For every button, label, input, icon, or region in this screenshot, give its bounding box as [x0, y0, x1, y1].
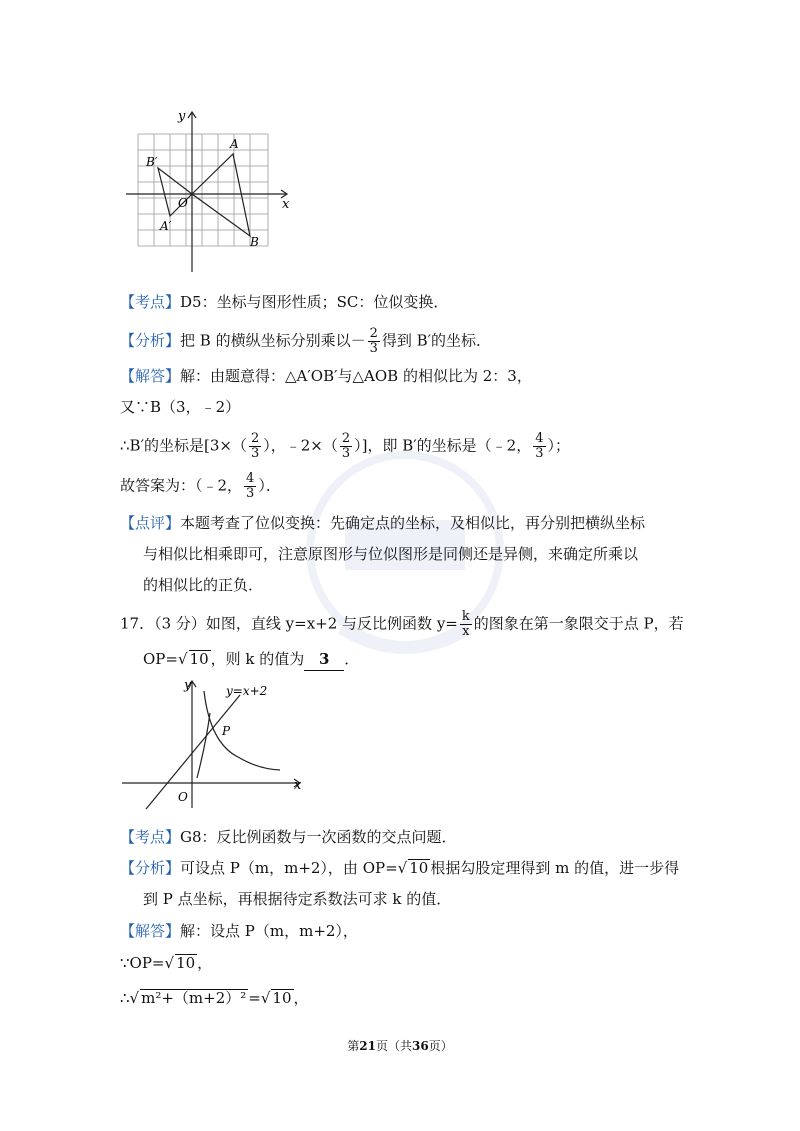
fig2-p-label: P	[222, 724, 231, 738]
dianping-16-line1: 【点评】本题考查了位似变换：先确定点的坐标，及相似比，再分别把横纵坐标	[120, 514, 646, 532]
fig2-line-label: y=x+2	[226, 684, 268, 698]
fig1-b-label: B	[250, 235, 259, 249]
figure-line-hyperbola	[118, 673, 308, 813]
jieda-17: 【解答】解：设点 P（m，m+2），	[120, 922, 358, 940]
line-answer: 故答案为：（﹣2， $\frac{4}{3}$ ）．	[120, 471, 281, 501]
question-17-line2: OP=√ 10 ，则 k 的值为 3 ．	[143, 648, 359, 671]
jieda-16: 【解答】解：由题意得：△A′OB′与△AOB 的相似比为 2：3，	[120, 367, 532, 385]
therefore-line: ∴√ m²+（m+2）² =√ 10 ，	[120, 989, 309, 1007]
line-bprime-coords: ∴B′的坐标是[3×（ $\frac{2}{3}$ ），﹣2×（ $\frac{2}{3}$ ）]，即 B′的坐标是（﹣2， $\frac{4}{3}$ ）；	[120, 431, 571, 461]
figure-grid-triangles	[122, 100, 297, 275]
fenxi-17-line2: 到 P 点坐标，再根据待定系数法可求 k 的值．	[143, 890, 452, 908]
kaodian-17: 【考点】G8：反比例函数与一次函数的交点问题．	[120, 828, 457, 846]
fig2-o-label: O	[178, 790, 188, 804]
question-17-line1: 17．（3 分）如图，直线 y=x+2 与反比例函数 y= $\frac{k}{x}$ 的图象在第一象限交于点 P，若	[120, 609, 684, 639]
dianping-16-line3: 的相似比的正负．	[143, 576, 264, 594]
fraction: $\frac{2}{3}$	[369, 326, 378, 356]
fenxi-16: 【分析】把 B 的横纵坐标分别乘以－ $\frac{2}{3}$ 得到 B′的坐标．	[120, 326, 492, 356]
answer-blank: 3	[304, 648, 344, 671]
page-footer: 第21页（共36页）	[347, 1039, 453, 1053]
dianping-16-line2: 与相似比相乘即可，注意原图形与位似图形是同侧还是异侧，来确定所乘以	[143, 545, 639, 563]
fig1-o-label: O	[178, 196, 188, 210]
line-you: 又∵B（3，﹣2）	[120, 398, 241, 416]
fig2-y-label: y	[184, 678, 192, 693]
fig1-x-label: x	[282, 197, 290, 212]
since-line: ∵OP=√ 10 ，	[120, 954, 213, 972]
fig2-x-label: x	[294, 778, 302, 793]
fig1-a-prime-label: A′	[160, 219, 172, 233]
kaodian-16: 【考点】D5：坐标与图形性质；SC：位似变换．	[120, 293, 449, 311]
fenxi-17-line1: 【分析】可设点 P（m，m+2），由 OP=√ 10 根据勾股定理得到 m 的值，进一步得	[120, 859, 680, 877]
fig1-y-label: y	[178, 109, 186, 124]
fig1-b-prime-label: B′	[146, 155, 158, 169]
fig1-a-label: A	[230, 137, 239, 151]
